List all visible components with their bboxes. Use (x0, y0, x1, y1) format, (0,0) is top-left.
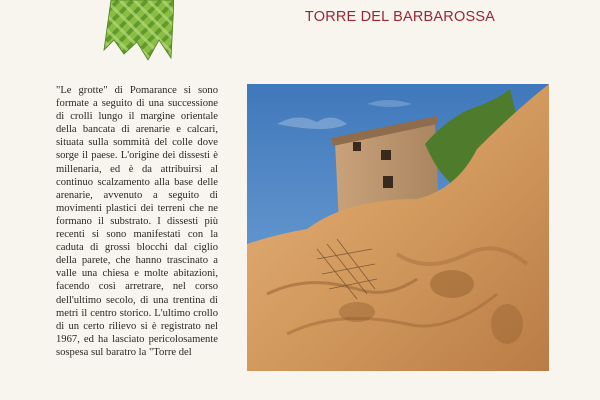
article-body: "Le grotte" di Pomarance si sono formate a seguito di una successione di crolli lungo il margine orientale della bancata di arenarie e calcari, situata sulla sommità del colle dove sorge il paese. L'origine dei dissesti è millenaria, ed è da attribuirsi al continuo scalzamento alla base delle arenarie, avvenuto a seguito di movimenti plastici dei terreni che ne formano il substrato. I dissesti più recenti si sono manifestati con la caduta di grossi blocchi dal ciglio della parete, che hanno trascinato a valle una chiesa e molte abitazioni, facendo così arretrare, nel corso dell'ultimo secolo, di una trentina di metri il centro storico. L'ultimo crollo di un certo rilievo si è registrato nel 1967, ed ha lasciato pericolosamente sospesa sul baratro la "Torre del (56, 85, 218, 358)
tower-photo (247, 84, 549, 371)
page-title: TORRE DEL BARBAROSSA (304, 9, 496, 25)
green-ribbon-icon (102, 0, 174, 67)
